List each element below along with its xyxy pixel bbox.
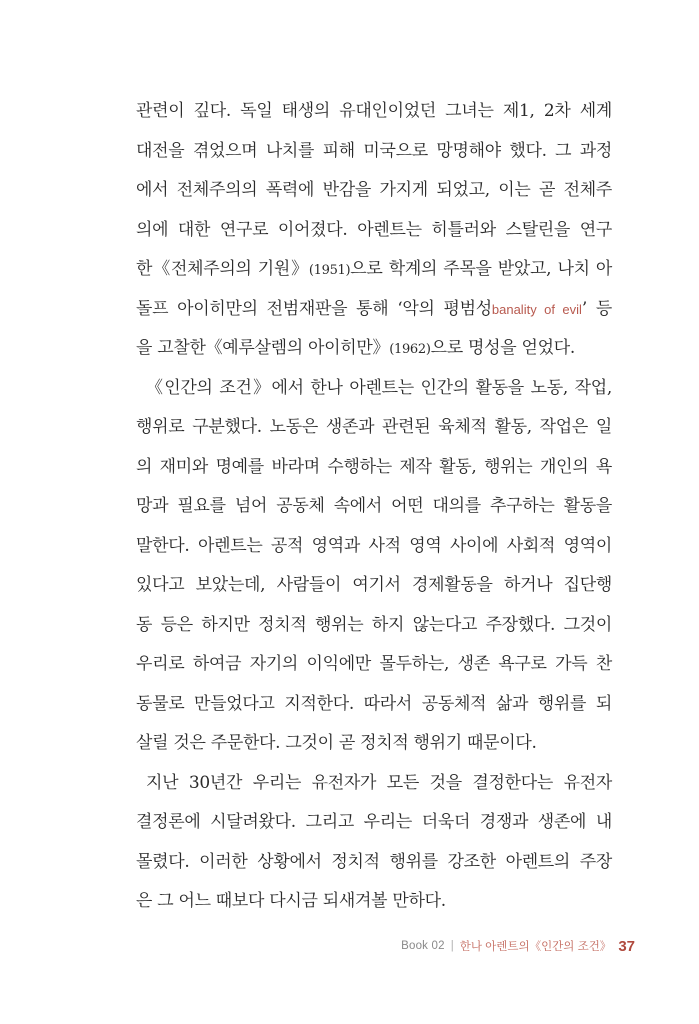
text-line: 행위로 구분했다. 노동은 생존과 관련된 육체적 활동, 작업은 일	[136, 417, 612, 437]
text-line: 에서 전체주의의 폭력에 반감을 가지게 되었고, 이는 곧 전체주	[136, 180, 612, 200]
text-line	[136, 250, 612, 290]
book-label: Book 02	[401, 940, 445, 952]
text-line: 관련이 깊다. 독일 태생의 유대인이었던 그녀는 제1, 2차 세계	[136, 101, 612, 121]
text-line: 동물로 만들었다고 지적한다. 따라서 공동체적 삶과 행위를 되	[136, 693, 612, 714]
line-text: 으로 명성을 얻었다.	[430, 338, 575, 358]
line-text: 을 고찰한《예루살렘의 아이히만》	[136, 338, 390, 358]
page-number: 37	[618, 937, 635, 955]
line-text: ’ 등	[581, 298, 612, 319]
running-footer	[401, 936, 635, 956]
publication-year: (1951)	[308, 263, 351, 278]
text-line: 우리로 하여금 자기의 이익에만 몰두하는, 생존 욕구로 가득 찬	[136, 654, 612, 674]
footer-separator: |	[450, 940, 454, 952]
text-line: 《인간의 조건》에서 한나 아렌트는 인간의 활동을 노동, 작업,	[146, 377, 612, 398]
text-line: 대전을 겪었으며 나치를 피해 미국으로 망명해야 했다. 그 과정	[136, 140, 612, 161]
text-line: 살릴 것은 주문한다. 그것이 곧 정치적 행위기 때문이다.	[136, 733, 537, 753]
line-text: 으로 학계의 주목을 받았고, 나치 아	[350, 259, 612, 279]
text-line: 몰렸다. 이러한 상황에서 정치적 행위를 강조한 아렌트의 주장	[136, 851, 612, 872]
text-line: 있다고 보았는데, 사람들이 여기서 경제활동을 하거나 집단행	[136, 575, 612, 595]
text-line: 의 재미와 명예를 바라며 수행하는 제작 활동, 행위는 개인의 욕	[136, 456, 612, 477]
chapter-title: 한나 아렌트의《인간의 조건》	[459, 941, 612, 953]
line-text: 한《전체주의의 기원》	[136, 259, 309, 279]
text-line: 동 등은 하지만 정치적 행위는 하지 않는다고 주장했다. 그것이	[136, 614, 612, 635]
text-line: 망과 필요를 넘어 공동체 속에서 어떤 대의를 추구하는 활동을	[136, 496, 612, 516]
publication-year: (1962)	[389, 342, 431, 357]
text-line: 말한다. 아렌트는 공적 영역과 사적 영역 사이에 사회적 영역이	[136, 535, 612, 556]
text-line: 의에 대한 연구로 이어졌다. 아렌트는 히틀러와 스탈린을 연구	[136, 219, 612, 240]
text-line	[136, 329, 612, 369]
text-line: 지난 30년간 우리는 유전자가 모든 것을 결정한다는 유전자	[146, 772, 612, 793]
text-line	[136, 290, 612, 330]
line-text: 돌프 아이히만의 전범재판을 통해 ‘악의 평범성	[136, 298, 492, 319]
text-line: 은 그 어느 때보다 다시금 되새겨볼 만하다.	[136, 891, 446, 911]
body-text	[136, 92, 612, 922]
text-line: 결정론에 시달려왔다. 그리고 우리는 더욱더 경쟁과 생존에 내	[136, 812, 612, 832]
english-gloss: banality of evil	[491, 301, 582, 317]
